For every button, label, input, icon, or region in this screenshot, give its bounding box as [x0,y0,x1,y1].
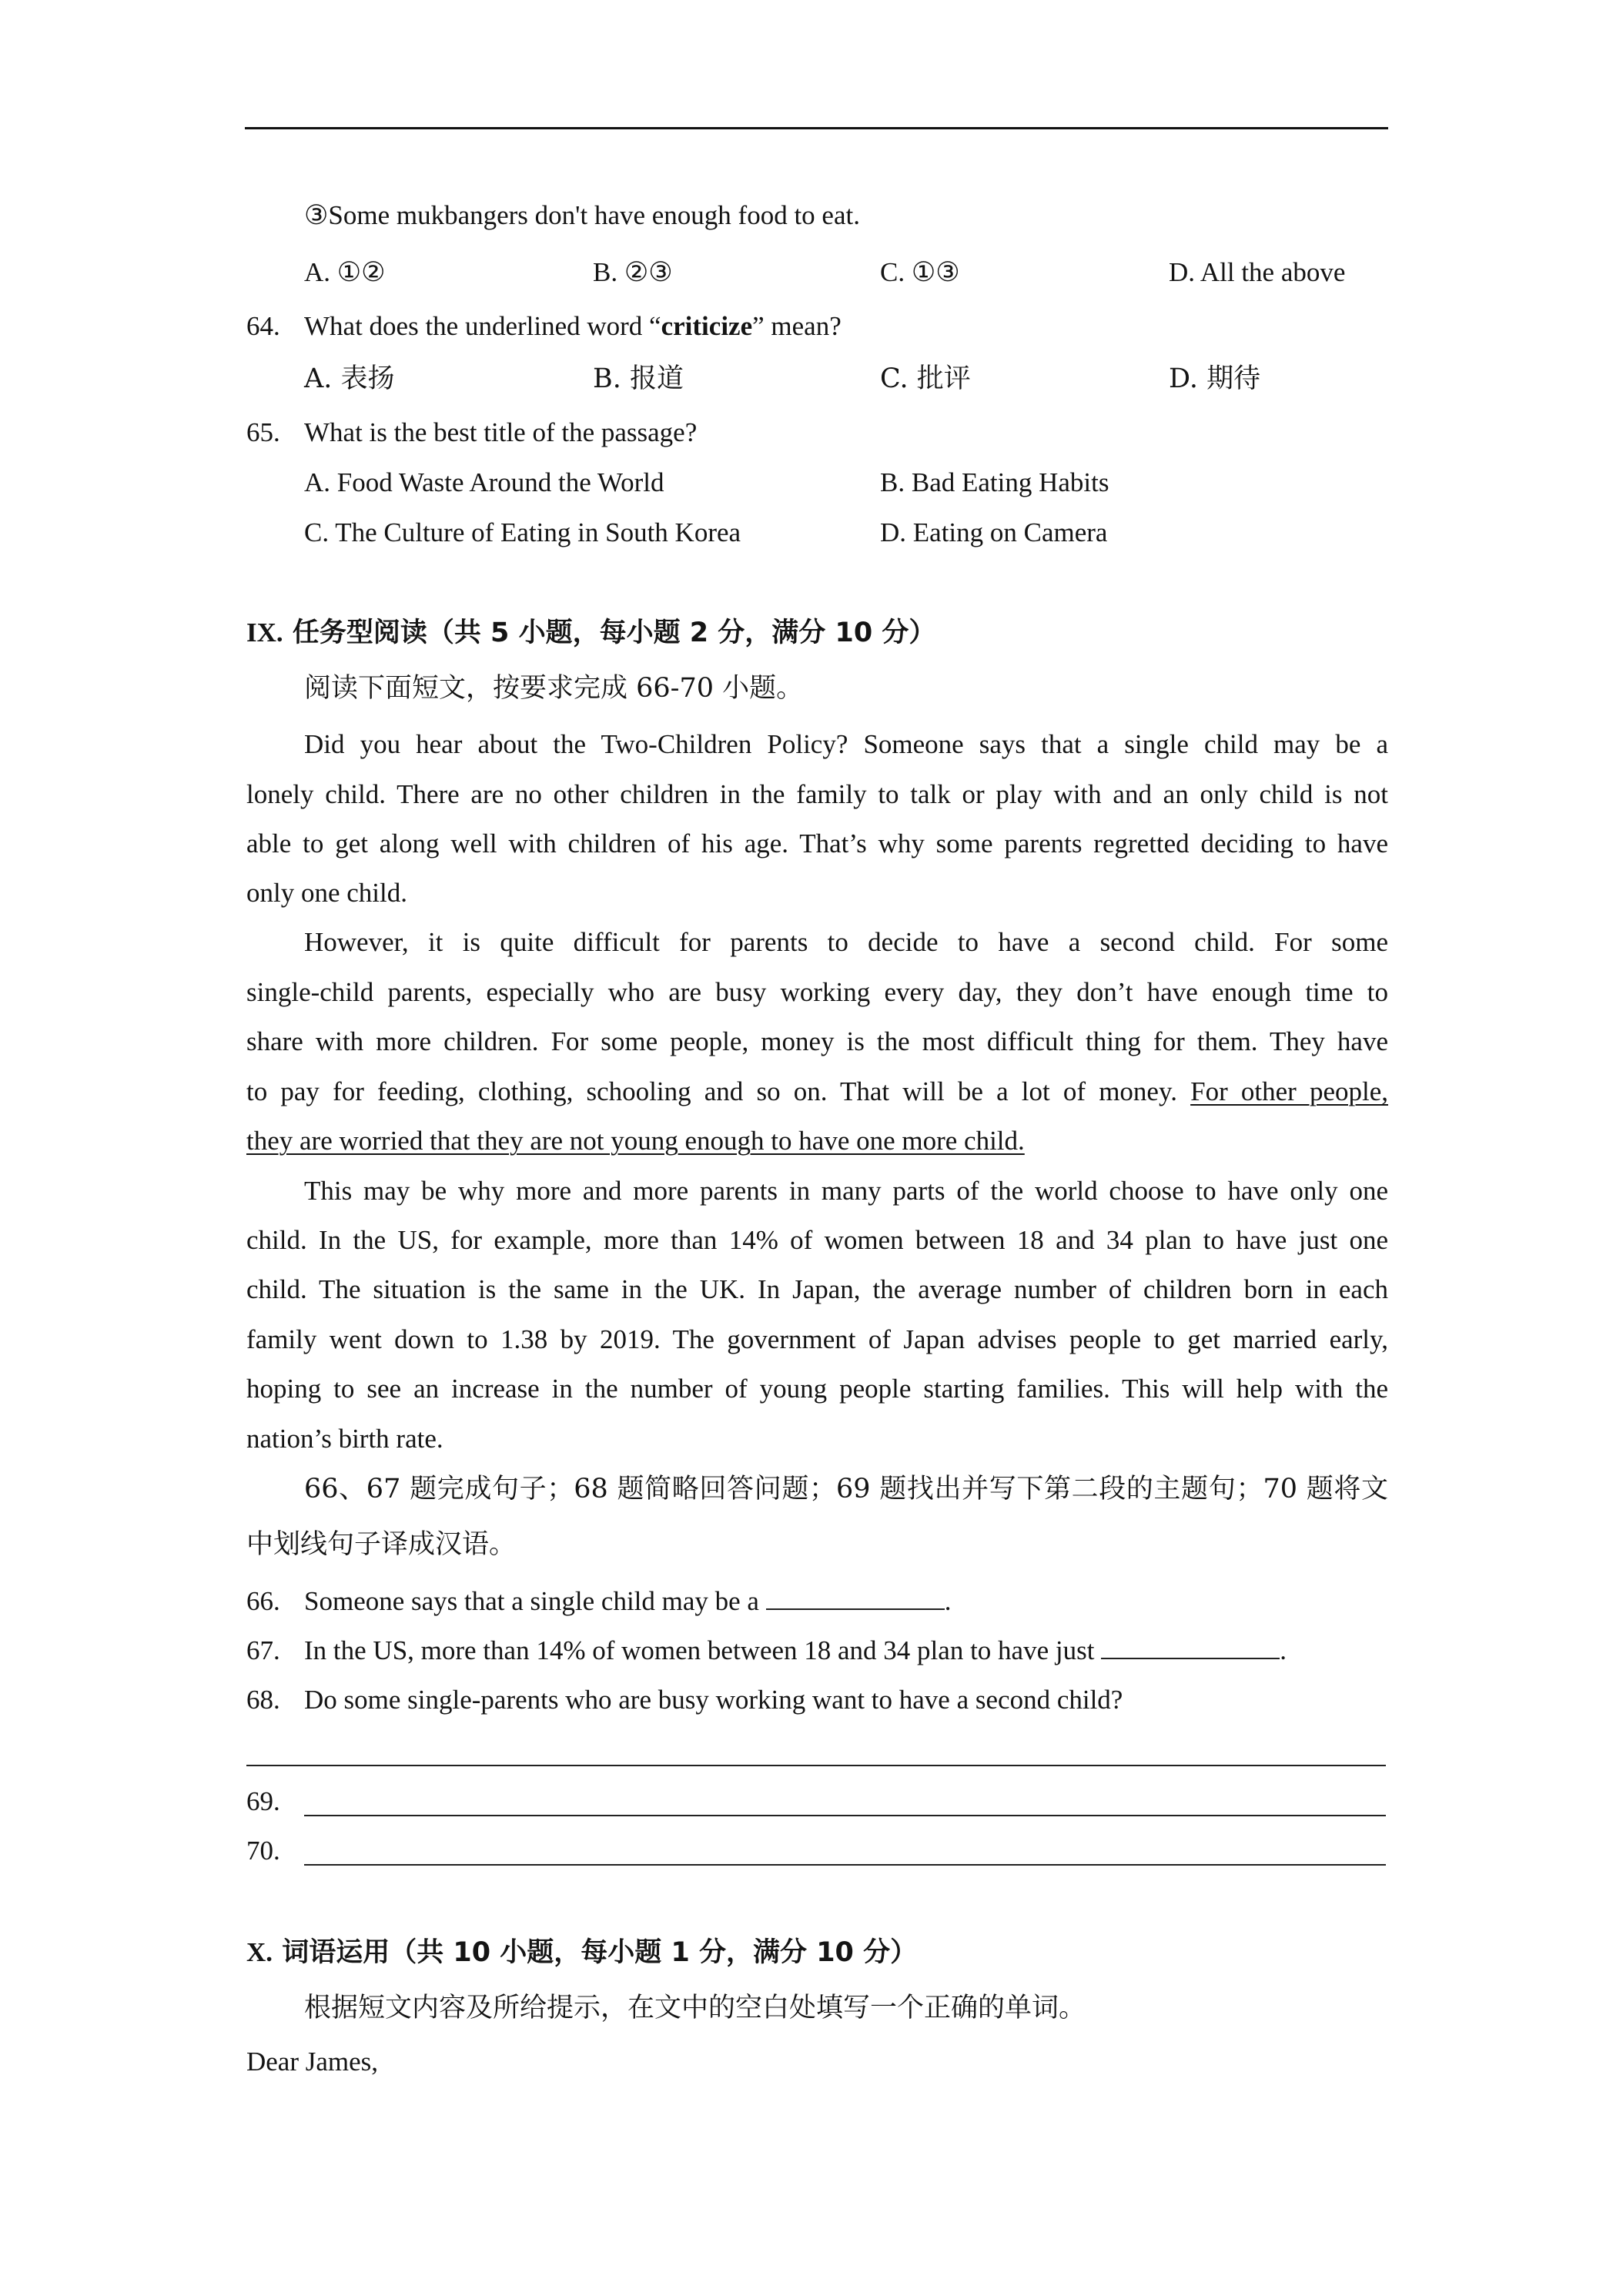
q68-text: Do some single-parents who are busy working want to have a second child? [304,1685,1123,1715]
q70-number: 70. [246,1836,280,1866]
p2-line-1: However, it is quite difficult for parents to decide to have a second child. For some [304,927,1388,957]
q64-option-b: B. 报道 [593,363,684,394]
task-instruction-line-2: 中划线句子译成汉语。 [246,1529,517,1560]
q66-number: 66. [246,1586,280,1616]
section-9-title: 任务型阅读（共 5 小题，每小题 2 分，满分 10 分） [283,618,936,648]
p2-line-4 [246,1075,1388,1109]
p1-line-2: lonely child. There are no other children in the family to talk or play with and an only child is not [246,779,1388,809]
p2-line-4-plain: to pay for feeding, clothing, schooling and so on. That will be a lot of money. [246,1076,1191,1106]
q65-number: 65. [246,417,280,447]
p1-line-1: Did you hear about the Two-Children Policy? Someone says that a single child may be a [304,729,1388,759]
section-10-heading [246,1936,917,1970]
q63-option-a: A. ①② [304,257,386,287]
q64-number: 64. [246,311,280,341]
q66-text [304,1585,951,1618]
letter-salutation: Dear James, [246,2047,379,2077]
q63-statement-3: ③Some mukbangers don't have enough food to eat. [304,200,860,230]
p2-line-2: single-child parents, especially who are busy working every day, they don’t have enough time to [246,977,1388,1007]
q67-answer-blank[interactable] [1101,1635,1280,1659]
p3-line-5: hoping to see an increase in the number of young people starting families. This will help with the [246,1374,1388,1404]
q67-text [304,1634,1287,1668]
q65-text: What is the best title of the passage? [304,417,698,447]
q66-answer-blank[interactable] [766,1585,945,1610]
q65-option-d: D. Eating on Camera [880,517,1108,547]
q63-option-b: B. ②③ [593,257,673,287]
header-rule [245,127,1388,129]
q69-answer-line[interactable] [304,1815,1386,1816]
section-10-instruction: 根据短文内容及所给提示，在文中的空白处填写一个正确的单词。 [304,1993,1086,2023]
q63-option-c: C. ①③ [880,257,960,287]
q66-period: . [944,1586,952,1616]
q64-word: criticize [661,311,753,341]
q67-prompt: In the US, more than 14% of women between 18 and 34 plan to have just [304,1635,1102,1665]
q66-prompt: Someone says that a single child may be a [304,1586,766,1616]
q68-answer-line[interactable] [246,1765,1386,1766]
q67-period: . [1280,1635,1287,1665]
section-9-instruction: 阅读下面短文，按要求完成 66-70 小题。 [304,673,804,704]
p1-line-3: able to get along well with children of his age. That’s why some parents regretted deciding to have [246,828,1388,858]
section-10-roman: X. [246,1937,273,1967]
q64-text-before: What does the underlined word “ [304,311,661,341]
p3-line-4: family went down to 1.38 by 2019. The government of Japan advises people to get married early, [246,1324,1388,1354]
task-instruction-line-1: 66、67 题完成句子；68 题简略回答问题；69 题找出并写下第二段的主题句；70 题将文 [304,1474,1388,1504]
section-10-title: 词语运用（共 10 小题，每小题 1 分，满分 10 分） [273,1937,918,1968]
q65-option-c: C. The Culture of Eating in South Korea [304,517,741,547]
q67-number: 67. [246,1635,280,1665]
p3-line-2: child. In the US, for example, more than 14% of women between 18 and 34 plan to have just one [246,1225,1388,1255]
q64-option-d: D. 期待 [1169,363,1261,394]
p2-line-3: share with more children. For some people, money is the most difficult thing for them. They have [246,1026,1388,1056]
q70-answer-line[interactable] [304,1864,1386,1866]
p2-underlined-sentence-end: they are worried that they are not young enough to have one more child. [246,1126,1025,1156]
q69-number: 69. [246,1786,280,1816]
q64-text-after: ” mean? [752,311,842,341]
q68-number: 68. [246,1685,280,1715]
section-9-heading [246,616,935,650]
p3-line-1: This may be why more and more parents in many parts of the world choose to have only one [304,1176,1388,1206]
section-9-roman: IX. [246,618,283,648]
p3-line-3: child. The situation is the same in the UK. In Japan, the average number of children born in each [246,1274,1388,1304]
q64-option-a: A. 表扬 [304,363,395,394]
p3-line-6: nation’s birth rate. [246,1424,443,1454]
q63-option-d: D. All the above [1169,257,1346,287]
p1-line-4: only one child. [246,878,407,908]
q64-option-c: C. 批评 [880,363,971,394]
q65-option-b: B. Bad Eating Habits [880,467,1109,497]
q65-option-a: A. Food Waste Around the World [304,467,664,497]
q64-text [304,310,842,343]
p2-underlined-sentence-start: For other people, [1190,1076,1388,1106]
